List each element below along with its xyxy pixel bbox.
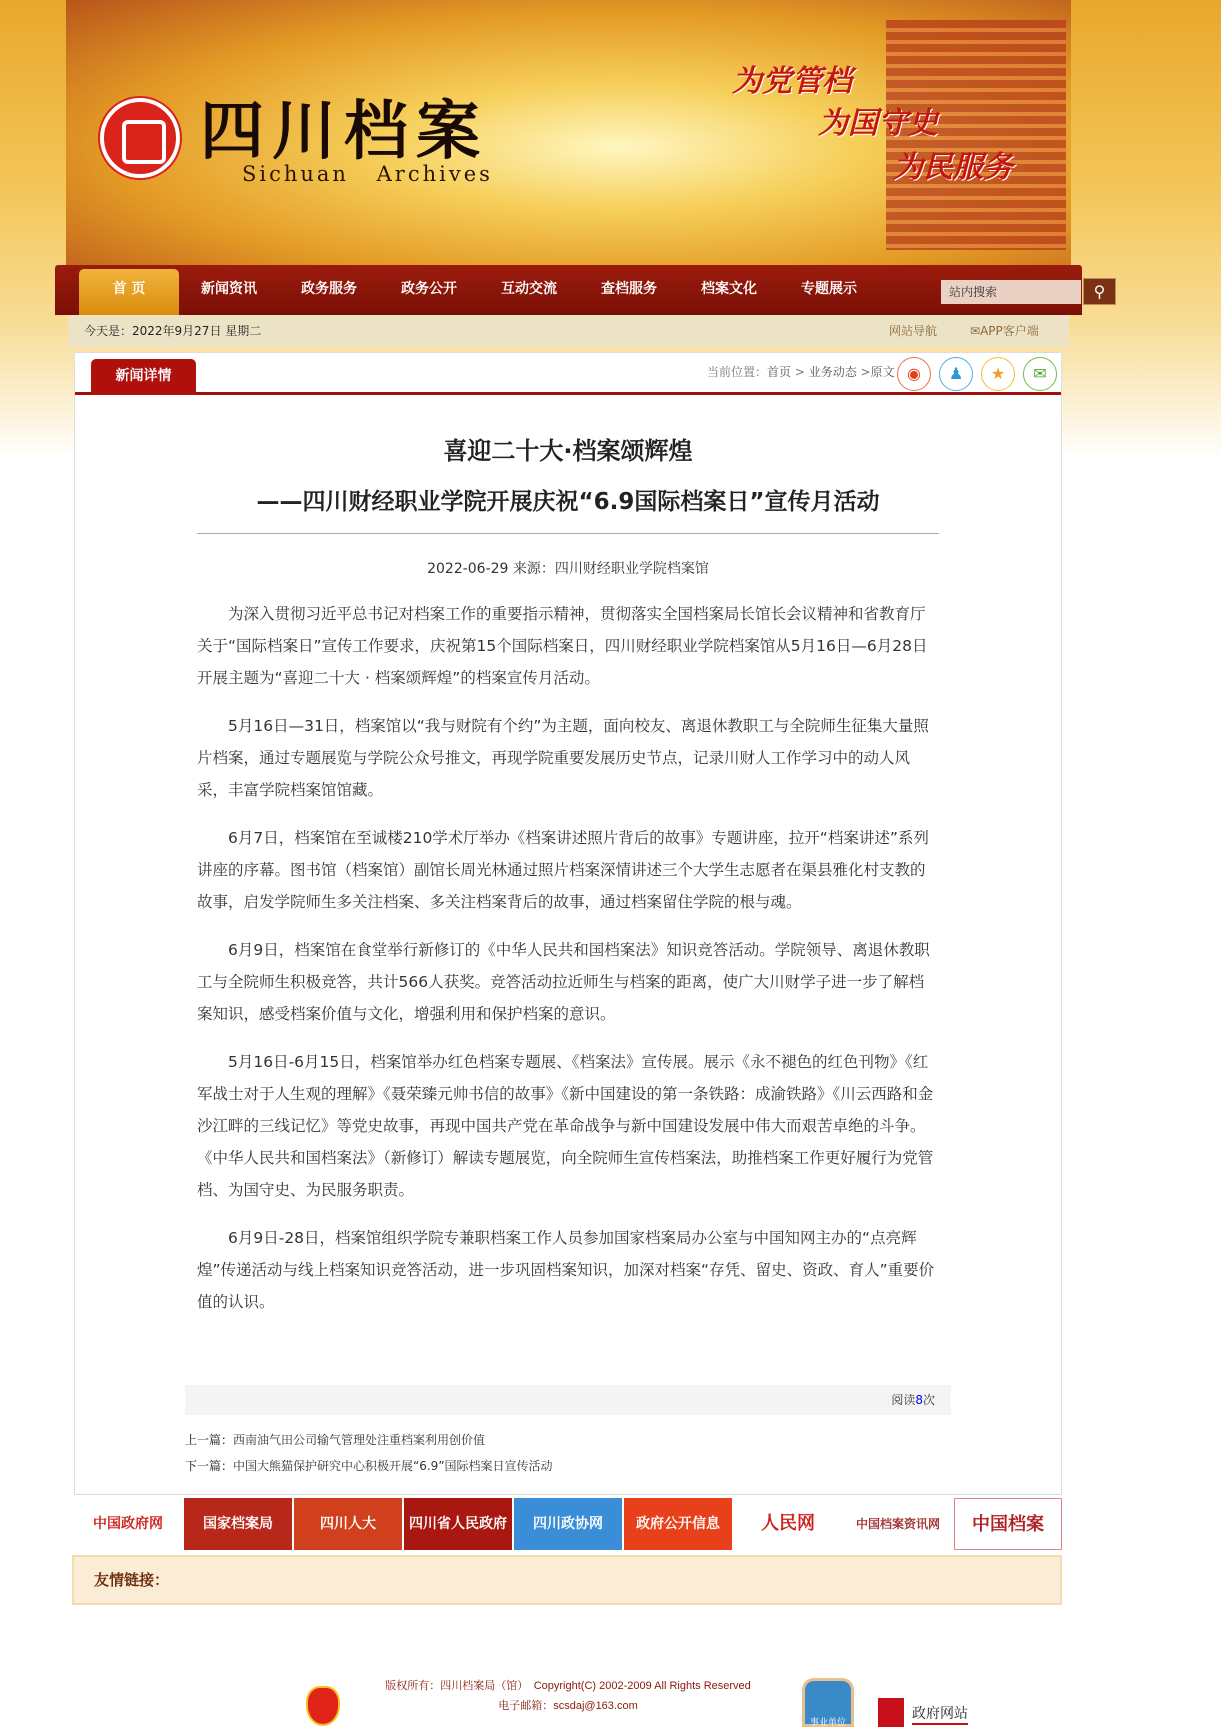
qq-share-icon[interactable]: ♟ [939,357,973,391]
institution-badge[interactable] [802,1678,854,1727]
paragraph: 5月16日-6月15日，档案馆举办红色档案专题展、《档案法》宣传展。展示《永不褪色的红色刊物》《红军战士对于人生观的理解》《聂荣臻元帅书信的故事》《新中国建设的第一条铁路：成渝铁路》《川云西路和金沙江畔的三线记忆》等党史故事，再现中国共产党在革命战争与新中国建设发展中伟大而艰苦卓绝的斗争。《中华人民共和国档案法》（新修订）解读专题展览，向全院师生宣传档案法，助推档案工作更好履行为党管档、为国守史、为民服务职责。 [197,1053,934,1199]
prev-article-link[interactable]: 西南油气田公司输气管理处注重档案利用创价值 [233,1433,486,1447]
slogan-3: 为民服务 [893,150,1013,185]
article-tabbar [75,353,1061,395]
link-gov-info[interactable]: 政府公开信息 [624,1498,732,1550]
app-link[interactable] [970,315,1039,347]
link-sc-gov[interactable]: 四川省人民政府 [404,1498,512,1550]
nav-gov-open[interactable]: 政务公开 [401,281,457,297]
article-meta: 2022-06-29 来源：四川财经职业学院档案馆 [427,561,709,577]
sitemap-link[interactable]: 网站导航 [889,324,938,338]
logo-seal-icon [100,98,180,178]
link-saac[interactable]: 国家档案局 [184,1498,292,1550]
read-count-bar [185,1385,951,1415]
read-count: 8 [915,1393,923,1407]
info-bar [68,315,1069,347]
friend-links: 友情链接： [72,1555,1062,1605]
article-body [197,598,939,1334]
breadcrumb-home[interactable]: 首页 [767,365,792,379]
next-article [185,1457,553,1474]
footer-email: 电子邮箱：scsdaj@163.com [498,1700,638,1712]
link-china-archives[interactable]: 中国档案 [954,1498,1062,1550]
title-divider [197,533,939,534]
paragraph: 为深入贯彻习近平总书记对档案工作的重要指示精神，贯彻落实全国档案局长馆长会议精神和省教育厅关于“国际档案日”宣传工作要求，庆祝第15个国际档案日，四川财经职业学院档案馆从5月16日—6月28日开展主题为“喜迎二十大 · 档案颂辉煌”的档案宣传月活动。 [197,605,928,687]
breadcrumb: 当前位置：首页 > 业务动态 >原文 [707,365,895,379]
link-sc-npc[interactable]: 四川人大 [294,1498,402,1550]
nav-news[interactable]: 新闻资讯 [201,281,257,297]
gov-site-icon [878,1698,904,1727]
slogan-1: 为党管档 [732,64,852,99]
article-title: 喜迎二十大·档案颂辉煌 [443,437,693,465]
logo-english: Sichuan Archives [242,162,493,186]
nav-culture[interactable]: 档案文化 [701,281,757,297]
qzone-share-icon[interactable]: ★ [981,357,1015,391]
prev-label: 上一篇： [185,1433,234,1447]
next-article-link[interactable]: 中国大熊猫保护研究中心积极开展“6.9”国际档案日宣传活动 [233,1459,553,1473]
current-date: 今天是：2022年9月27日 星期二 [84,324,262,338]
logo-text: 四川档案 [200,94,488,169]
police-badge-icon[interactable] [306,1686,340,1726]
article-box [74,352,1062,1495]
copyright: 版权所有：四川档案局（馆） Copyright(C) 2002-2009 All Rights Reserved [385,1680,751,1692]
nav-archive-query[interactable]: 查档服务 [601,281,657,297]
paragraph: 6月9日-28日，档案馆组织学院专兼职档案工作人员参加国家档案局办公室与中国知网主办的“点亮辉煌”传递活动与线上档案知识竞答活动，进一步巩固档案知识，加深对档案“存凭、留史、资政、育人”重要价值的认识。 [197,1229,935,1311]
paragraph: 6月9日，档案馆在食堂举行新修订的《中华人民共和国档案法》知识竞答活动。学院领导、离退休教职工与全院师生积极竞答，共计566人获奖。竞答活动拉近师生与档案的距离，使广大川财学子进一步了解档案知识，感受档案价值与文化，增强利用和保护档案的意识。 [197,941,930,1023]
nav-interaction[interactable]: 互动交流 [501,281,557,297]
search-button[interactable] [1083,278,1116,305]
weibo-share-icon[interactable]: ◉ [897,357,931,391]
read-unit: 次 [922,1393,935,1407]
link-people-cn[interactable]: 人民网 [734,1498,842,1550]
nav-topics[interactable]: 专题展示 [801,281,857,297]
breadcrumb-category[interactable]: 业务动态 [808,365,857,379]
nav-gov-service[interactable]: 政务服务 [301,281,357,297]
link-gov-cn[interactable]: 中国政府网 [74,1498,182,1550]
link-banners [74,1498,1062,1550]
breadcrumb-label: 当前位置： [707,365,768,379]
mail-icon: ✉ [970,324,981,338]
institution-badge-label: 事业单位 [809,1718,846,1728]
gov-site-label[interactable]: 政府网站 [912,1703,968,1725]
breadcrumb-current: 原文 [870,365,895,379]
wechat-share-icon[interactable]: ✉ [1023,357,1057,391]
link-zgdazxw[interactable]: 中国档案资讯网 [844,1498,952,1550]
nav-home[interactable]: 首 页 [79,269,179,315]
next-label: 下一篇： [185,1459,234,1473]
search-input[interactable]: 站内搜索 [941,280,1081,304]
read-label: 阅读 [891,1393,916,1407]
link-sc-cppcc[interactable]: 四川政协网 [514,1498,622,1550]
article-subtitle: ——四川财经职业学院开展庆祝“6.9国际档案日”宣传月活动 [256,489,880,515]
paragraph: 6月7日，档案馆在至诚楼210学术厅举办《档案讲述照片背后的故事》专题讲座，拉开“档案讲述”系列讲座的序幕。图书馆（档案馆）副馆长周光林通过照片档案深情讲述三个大学生志愿者在渠县雅化村支教的故事，启发学院师生多关注档案、多关注档案背后的故事，通过档案留住学院的根与魂。 [197,829,929,911]
paragraph: 5月16日—31日，档案馆以“我与财院有个约”为主题，面向校友、离退休教职工与全院师生征集大量照片档案，通过专题展览与学院公众号推文，再现学院重要发展历史节点，记录川财人工作学习中的动人风采，丰富学院档案馆馆藏。 [197,717,929,799]
prev-article [185,1431,485,1448]
slogan-2: 为国守史 [818,106,938,141]
main-nav [55,265,1106,315]
search-icon: ⚲ [1093,282,1106,301]
app-label: APP客户端 [980,324,1039,338]
tab-news-detail[interactable]: 新闻详情 [91,359,196,395]
